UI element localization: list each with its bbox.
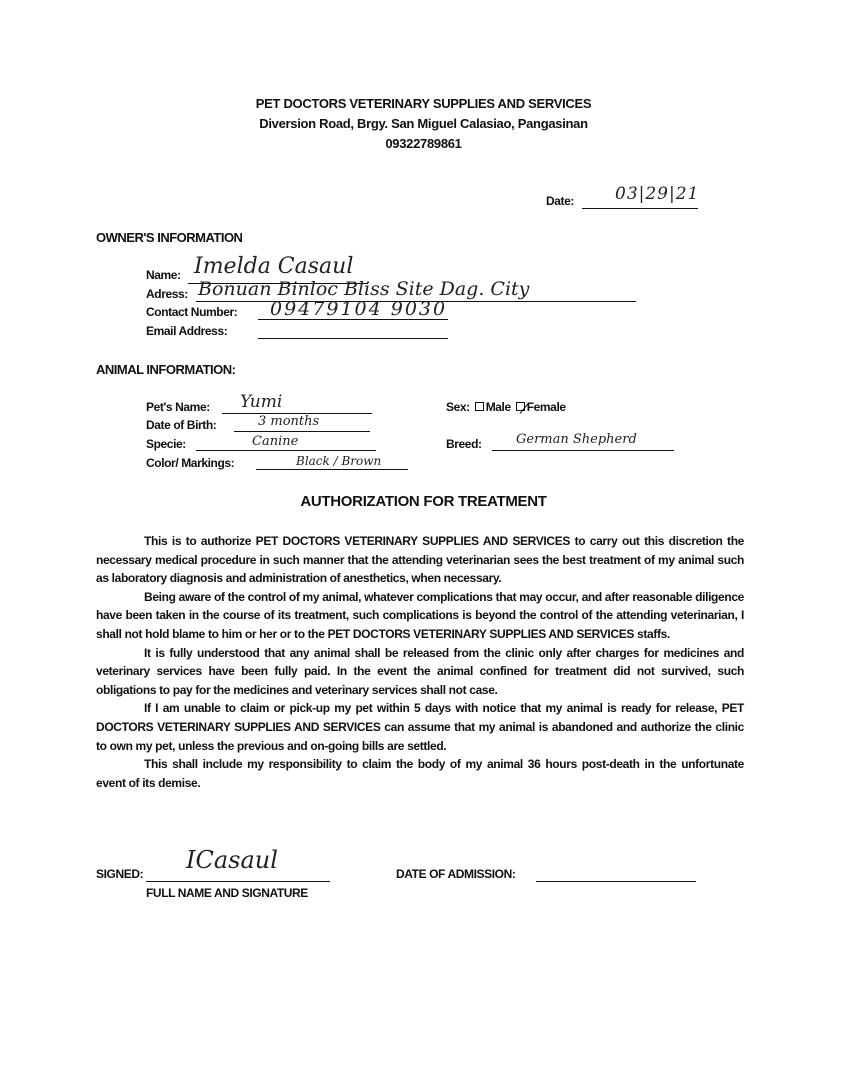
authorization-paragraph: If I am unable to claim or pick-up my pet within 5 days with notice that my animal is ready for release, PET DOCTORS VETERINARY SUPPLIES AND SERVICES can assume that my animal is abandoned and authorize the clinic to own my pet, unless the previous and on-going bills are settled. [96,701,744,753]
owner-contact-value: 09479104 9030 [270,298,448,320]
owner-address-label: Adress: [146,287,188,301]
sex-label: Sex: [446,400,470,414]
admission-line [536,881,696,882]
specie-label: Specie: [146,437,186,451]
breed-line [492,450,674,451]
owner-contact-label: Contact Number: [146,305,238,319]
authorization-body [96,532,744,792]
owner-name-value: Imelda Casaul [194,254,354,279]
authorization-paragraph: This shall include my responsibility to claim the body of my animal 36 hours post-death in the unfortunate event of its demise. [96,757,744,790]
dob-value: 3 months [258,414,320,429]
date-line [582,208,698,209]
pet-name-label: Pet's Name: [146,400,210,414]
company-address: Diversion Road, Brgy. San Miguel Calasiao, Pangasinan [259,116,588,131]
sex-field [446,400,566,414]
male-checkbox[interactable] [475,402,484,411]
owner-email-label: Email Address: [146,324,228,338]
company-phone: 09322789861 [385,136,462,151]
signature-line [146,881,330,882]
owner-email-line [258,338,448,339]
color-label: Color/ Markings: [146,456,235,470]
authorization-title: AUTHORIZATION FOR TREATMENT [300,493,547,510]
animal-section-title: ANIMAL INFORMATION: [96,362,236,377]
date-value: 03|29|21 [615,184,700,204]
admission-label: DATE OF ADMISSION: [396,867,516,881]
specie-value: Canine [252,434,299,449]
owner-name-label: Name: [146,268,181,282]
specie-line [196,450,376,451]
breed-label: Breed: [446,437,482,451]
signed-label: SIGNED: [96,867,144,881]
pet-name-value: Yumi [240,392,283,412]
dob-label: Date of Birth: [146,418,217,432]
color-value: Black / Brown [296,454,382,468]
owner-section-title: OWNER'S INFORMATION [96,230,243,245]
company-name: PET DOCTORS VETERINARY SUPPLIES AND SERVICES [255,96,592,111]
signature-caption: FULL NAME AND SIGNATURE [146,886,308,900]
breed-value: German Shepherd [516,432,637,447]
signature-value: ICasaul [186,846,278,874]
authorization-paragraph: Being aware of the control of my animal, whatever complications that may occur, and after reasonable diligence have been taken in the course of its treatment, such complications is beyond the control of the attending veterinarian, I shall not hold blame to him or her or to the PET DOCTORS VETERINARY SUPPLIES AND SERVICES staffs. [96,589,744,641]
dob-line [234,431,370,432]
owner-address-value: Bonuan Binloc Bliss Site Dag. City [198,278,530,300]
authorization-paragraph: This is to authorize PET DOCTORS VETERINARY SUPPLIES AND SERVICES to carry out this discretion the necessary medical procedure in such manner that the attending veterinarian sees the best treatment of my animal such as laboratory diagnosis and administration of anesthetics, when necessary. [96,534,744,586]
authorization-paragraph: It is fully understood that any animal shall be released from the clinic only after charges for medicines and veterinary services have been fully paid. In the event the animal confined for treatment did not survived, such obligations to pay for the medicines and veterinary services shall not case. [96,645,744,697]
color-line [256,469,408,470]
sex-female-label: Female [526,400,566,414]
female-checkbox[interactable] [516,402,525,411]
date-label: Date: [546,194,575,208]
sex-male-label: Male [485,400,511,414]
